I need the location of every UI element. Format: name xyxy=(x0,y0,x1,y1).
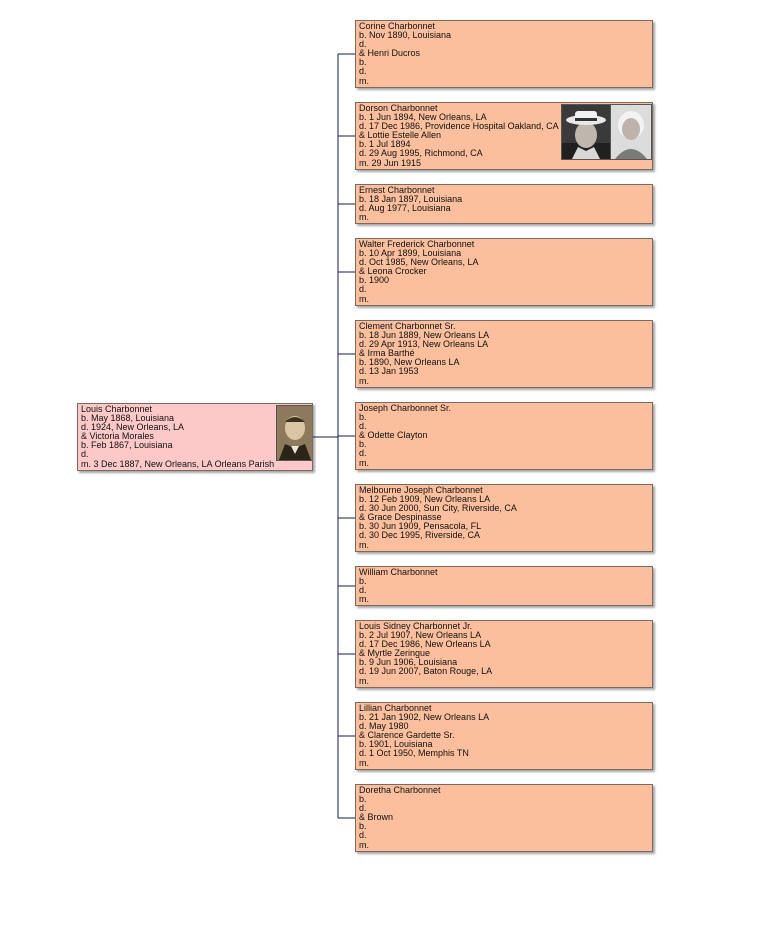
person-detail: m. xyxy=(359,375,369,386)
person-detail: b. xyxy=(359,57,367,68)
person-detail: d. 30 Jun 2000, Sun City, Riverside, CA xyxy=(359,503,517,514)
person-detail: d. xyxy=(359,421,367,432)
child-box[interactable] xyxy=(355,484,653,552)
person-name: Walter Frederick Charbonnet xyxy=(359,239,475,249)
person-detail: b. 1900 xyxy=(359,275,390,286)
person-name: Clement Charbonnet Sr. xyxy=(359,321,456,331)
child-box[interactable] xyxy=(355,238,653,306)
person-detail: m. xyxy=(359,75,369,86)
person-detail: b. xyxy=(359,412,367,423)
person-detail: b. xyxy=(359,576,367,587)
person-detail: m. xyxy=(359,839,369,850)
person-detail: & Irma Barthé xyxy=(359,348,415,359)
person-detail: d. 17 Dec 1986, New Orleans LA xyxy=(359,639,491,650)
child-box[interactable] xyxy=(355,184,653,224)
person-detail: b. May 1868, Louisiana xyxy=(81,413,175,424)
person-detail: b. 1 Jun 1894, New Orleans, LA xyxy=(359,112,487,123)
child-box[interactable] xyxy=(355,320,653,388)
person-name: William Charbonnet xyxy=(359,567,438,577)
person-detail: & Odette Clayton xyxy=(359,430,428,441)
man-portrait-photo xyxy=(276,405,313,461)
child-box[interactable] xyxy=(355,620,653,688)
person-detail: m. xyxy=(359,212,369,223)
person-name: Louis Sidney Charbonnet Jr. xyxy=(359,621,473,631)
person-detail: d. 17 Dec 1986, Providence Hospital Oakland, CA xyxy=(359,121,559,132)
person-detail: m. xyxy=(359,293,369,304)
person-detail: m. xyxy=(359,675,369,686)
person-detail: d. Oct 1985, New Orleans, LA xyxy=(359,257,479,268)
parent-box[interactable] xyxy=(77,403,313,471)
person-detail: b. 18 Jun 1889, New Orleans LA xyxy=(359,330,490,341)
person-detail: b. 1890, New Orleans LA xyxy=(359,357,460,368)
person-detail: d. xyxy=(359,66,367,77)
person-detail: d. xyxy=(359,39,367,50)
man-in-hat-portrait-photo xyxy=(561,104,611,160)
woman-portrait-photo xyxy=(610,104,652,160)
person-detail: d. xyxy=(359,830,367,841)
person-detail: b. 1901, Louisiana xyxy=(359,739,433,750)
person-name: Dorson Charbonnet xyxy=(359,103,438,113)
child-box[interactable] xyxy=(355,566,653,606)
person-detail: & Lottie Estelle Allen xyxy=(359,130,442,141)
person-detail: d. xyxy=(359,803,367,814)
person-name: Corine Charbonnet xyxy=(359,21,436,31)
person-name: Louis Charbonnet xyxy=(81,404,153,414)
person-detail: d. 29 Aug 1995, Richmond, CA xyxy=(359,148,483,159)
person-detail: & Leona Crocker xyxy=(359,266,427,277)
person-detail: b. 10 Apr 1899, Louisiana xyxy=(359,248,462,259)
person-detail: b. Nov 1890, Louisiana xyxy=(359,30,452,41)
person-detail: d. 1 Oct 1950, Memphis TN xyxy=(359,748,469,759)
person-name: Ernest Charbonnet xyxy=(359,185,435,195)
child-box[interactable] xyxy=(355,702,653,770)
person-detail: b. 1 Jul 1894 xyxy=(359,139,411,150)
person-detail: d. xyxy=(359,448,367,459)
person-detail: & Victoria Morales xyxy=(81,431,154,442)
person-detail: d. xyxy=(81,449,89,460)
person-detail: m. xyxy=(359,594,369,605)
person-detail: & Grace Despinasse xyxy=(359,512,442,523)
person-detail: m. 29 Jun 1915 xyxy=(359,157,422,168)
person-detail: d. 19 Jun 2007, Baton Rouge, LA xyxy=(359,666,493,677)
child-box[interactable] xyxy=(355,402,653,470)
person-name: Doretha Charbonnet xyxy=(359,785,441,795)
person-detail: d. xyxy=(359,284,367,295)
person-detail: d. Aug 1977, Louisiana xyxy=(359,203,451,214)
child-box[interactable] xyxy=(355,20,653,88)
person-detail: b. 21 Jan 1902, New Orleans LA xyxy=(359,712,490,723)
person-detail: d. 29 Apr 1913, New Orleans LA xyxy=(359,339,489,350)
person-detail: d. xyxy=(359,585,367,596)
child-box[interactable] xyxy=(355,784,653,852)
person-detail: m. xyxy=(359,457,369,468)
person-name: Lillian Charbonnet xyxy=(359,703,432,713)
person-detail: & Henri Ducros xyxy=(359,48,421,59)
person-detail: & Clarence Gardette Sr. xyxy=(359,730,455,741)
person-detail: b. 9 Jun 1906, Louisiana xyxy=(359,657,458,668)
person-detail: b. xyxy=(359,439,367,450)
person-detail: d. 1924, New Orleans, LA xyxy=(81,422,185,433)
person-detail: d. 13 Jan 1953 xyxy=(359,366,419,377)
person-detail: m. xyxy=(359,757,369,768)
person-detail: b. Feb 1867, Louisiana xyxy=(81,440,173,451)
person-detail: b. xyxy=(359,794,367,805)
person-name: Melbourne Joseph Charbonnet xyxy=(359,485,483,495)
person-detail: b. 2 Jul 1907, New Orleans LA xyxy=(359,630,482,641)
person-detail: & Myrtle Zeringue xyxy=(359,648,431,659)
person-detail: b. 12 Feb 1909, New Orleans LA xyxy=(359,494,491,505)
person-detail: d. May 1980 xyxy=(359,721,409,732)
person-detail: m. 3 Dec 1887, New Orleans, LA Orleans Parish xyxy=(81,458,275,469)
person-detail: b. 18 Jan 1897, Louisiana xyxy=(359,194,463,205)
person-detail: m. xyxy=(359,539,369,550)
person-detail: d. 30 Dec 1995, Riverside, CA xyxy=(359,530,481,541)
person-detail: b. 30 Jun 1909, Pensacola, FL xyxy=(359,521,482,532)
person-name: Joseph Charbonnet Sr. xyxy=(359,403,452,413)
child-box[interactable] xyxy=(355,102,653,170)
person-detail: b. xyxy=(359,821,367,832)
person-detail: & Brown xyxy=(359,812,394,823)
